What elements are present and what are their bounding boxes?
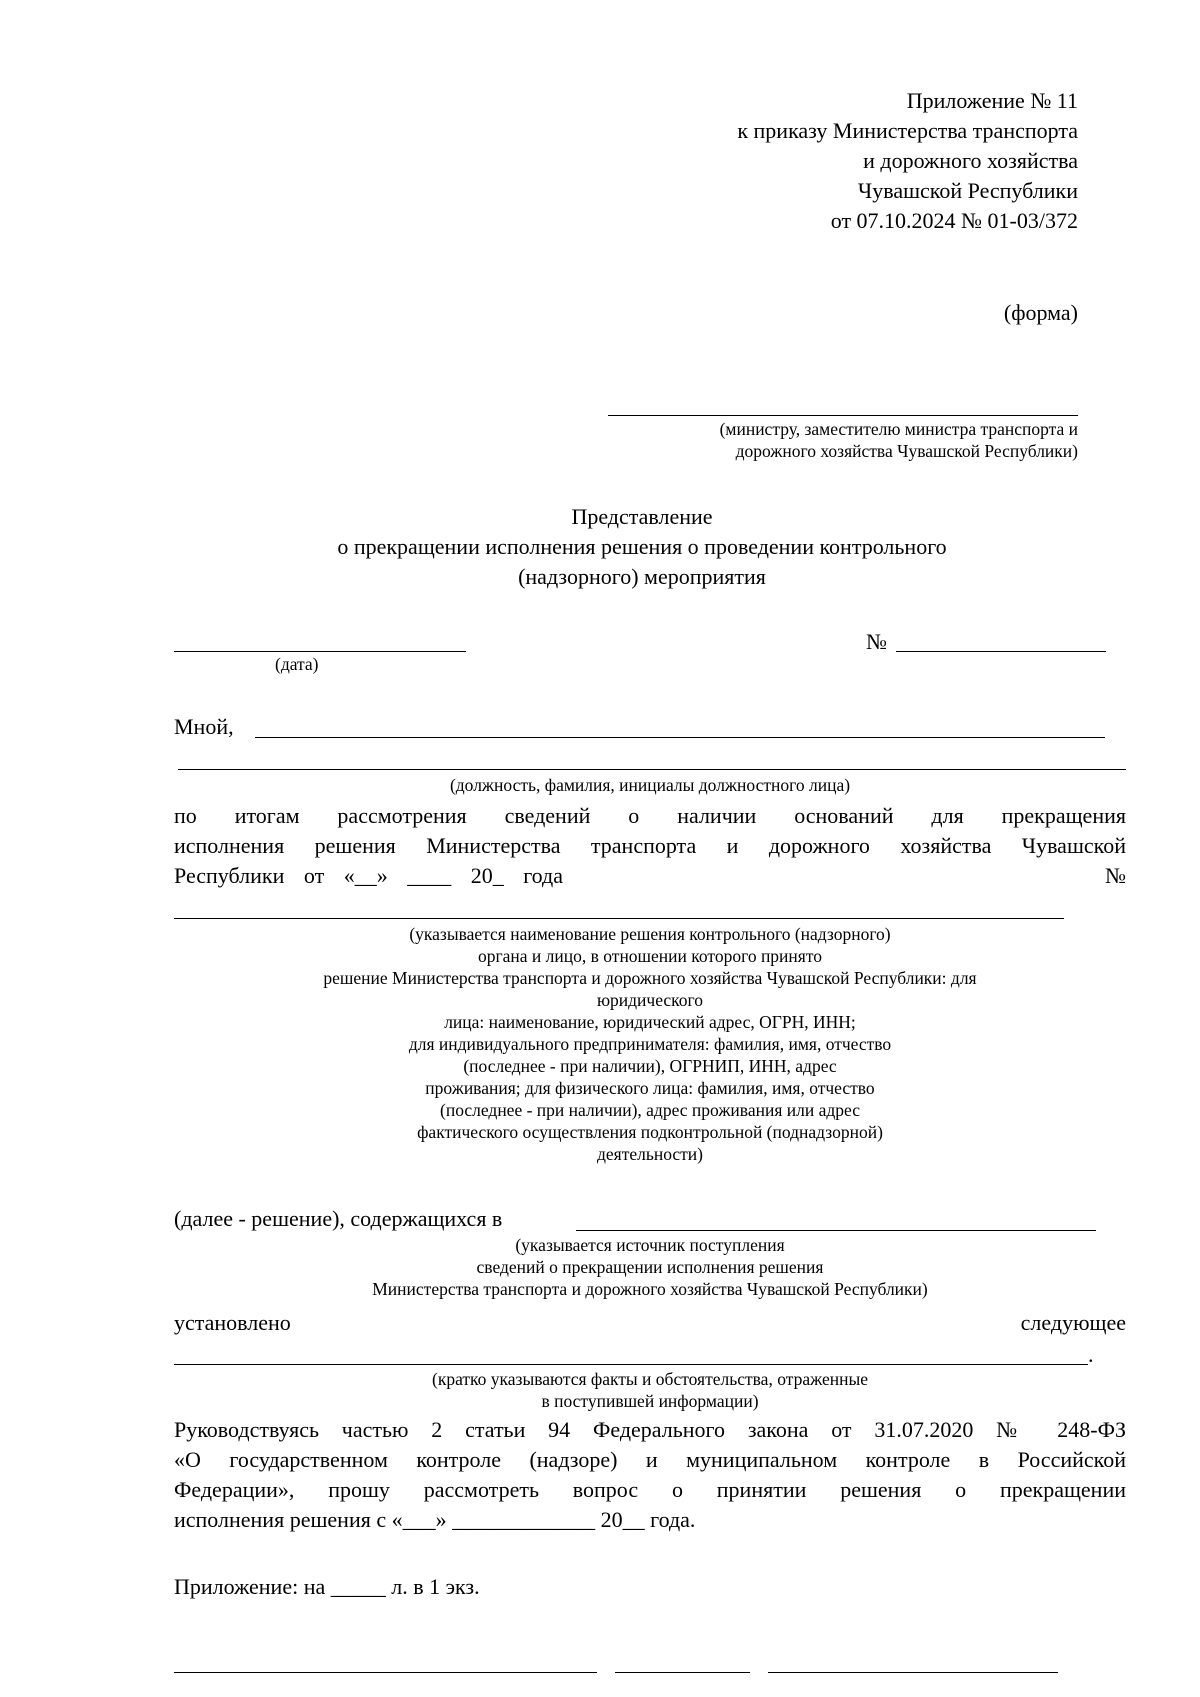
facts-caption-line: (кратко указываются факты и обстоятельства, отраженные bbox=[432, 1369, 868, 1389]
addressee-caption-line1: (министру, заместителю министра транспорта и bbox=[719, 419, 1078, 439]
decision-field-line bbox=[174, 918, 1064, 919]
body1-line3 bbox=[174, 861, 1126, 891]
decision-caption-line: (последнее - при наличии), ОГРНИП, ИНН, адрес bbox=[463, 1056, 837, 1076]
facts-caption bbox=[174, 1368, 1126, 1412]
decision-caption-line: решение Министерства транспорта и дорожного хозяйства Чувашской Республики: для bbox=[323, 968, 977, 988]
decision-number-sign: № bbox=[1105, 863, 1126, 888]
form-label: (форма) bbox=[1003, 300, 1078, 325]
source-caption bbox=[174, 1234, 1126, 1300]
document-title bbox=[172, 502, 1112, 592]
official-caption: (должность, фамилия, инициалы должностного лица) bbox=[449, 775, 851, 795]
facts-caption-line: в поступившей информации) bbox=[541, 1391, 759, 1411]
decision-caption-line: (указывается наименование решения контрольного (надзорного) bbox=[409, 924, 891, 944]
facts-dot: . bbox=[1088, 1342, 1094, 1367]
date-caption: (дата) bbox=[275, 654, 319, 674]
addressee-caption bbox=[518, 418, 1078, 462]
decision-caption-line: (последнее - при наличии), адрес проживания или адрес bbox=[440, 1100, 860, 1120]
attachment-line: Приложение: на _____ л. в 1 экз. bbox=[174, 1574, 480, 1599]
decision-caption-line: деятельности) bbox=[596, 1144, 703, 1164]
addressee-caption-line2: дорожного хозяйства Чувашской Республики) bbox=[735, 441, 1078, 461]
title-line2: о прекращении исполнения решения о проведении контрольного bbox=[337, 534, 947, 559]
addressee-line bbox=[608, 415, 1078, 416]
number-field-line bbox=[896, 651, 1106, 652]
body2-line3: Федерации», прошу рассмотреть вопрос о принятии решения о прекращении bbox=[174, 1477, 1126, 1502]
official-field-line-2 bbox=[178, 769, 1126, 770]
established-label: установлено bbox=[174, 1310, 291, 1335]
decision-caption-line: фактического осуществления подконтрольной (поднадзорной) bbox=[417, 1122, 883, 1142]
decision-caption-line: лица: наименование, юридический адрес, ОГРН, ИНН; bbox=[444, 1012, 856, 1032]
official-field-line bbox=[255, 737, 1105, 738]
appendix-number: Приложение № 11 bbox=[906, 88, 1078, 113]
following-label: следующее bbox=[1020, 1310, 1126, 1335]
decision-caption bbox=[174, 923, 1126, 1165]
source-field-line bbox=[576, 1230, 1096, 1231]
body2-line1: Руководствуясь частью 2 статьи 94 Федерального закона от 31.07.2020 № 248-ФЗ bbox=[174, 1417, 1126, 1442]
title-line1: Представление bbox=[571, 504, 713, 529]
body-paragraph-2 bbox=[174, 1415, 1126, 1535]
appendix-republic-line: Чувашской Республики bbox=[857, 178, 1078, 203]
body-paragraph-1 bbox=[174, 801, 1126, 891]
signature-position-line bbox=[174, 1672, 597, 1673]
title-line3: (надзорного) мероприятия bbox=[518, 564, 766, 589]
body2-line4: исполнения решения с «___» _____________ 20__ года. bbox=[174, 1507, 696, 1532]
body1-line2: исполнения решения Министерства транспорта и дорожного хозяйства Чувашской bbox=[174, 833, 1126, 858]
source-caption-line: Министерства транспорта и дорожного хозяйства Чувашской Республики) bbox=[372, 1279, 928, 1299]
source-caption-line: сведений о прекращении исполнения решения bbox=[476, 1257, 824, 1277]
appendix-order-line: к приказу Министерства транспорта bbox=[737, 118, 1078, 143]
number-sign: № bbox=[866, 629, 887, 654]
date-field-line bbox=[174, 651, 466, 652]
facts-field-line bbox=[174, 1364, 1088, 1365]
appendix-date-line: от 07.10.2024 № 01-03/372 bbox=[830, 208, 1078, 233]
appendix-ministry-line: и дорожного хозяйства bbox=[863, 148, 1078, 173]
source-caption-line: (указывается источник поступления bbox=[515, 1235, 785, 1255]
official-prefix: Мной, bbox=[174, 714, 234, 739]
signature-name-line bbox=[768, 1672, 1058, 1673]
source-prefix: (далее - решение), содержащихся в bbox=[174, 1206, 503, 1231]
decision-caption-line: органа и лицо, в отношении которого принято bbox=[477, 946, 823, 966]
decision-caption-line: проживания; для физического лица: фамилия, имя, отчество bbox=[425, 1078, 875, 1098]
decision-date-text: Республики от «__» ____ 20_ года bbox=[174, 863, 563, 888]
decision-caption-line: юридического bbox=[596, 990, 704, 1010]
body2-line2: «О государственном контроле (надзоре) и муниципальном контроле в Российской bbox=[174, 1447, 1126, 1472]
decision-caption-line: для индивидуального предпринимателя: фамилия, имя, отчество bbox=[408, 1034, 892, 1054]
appendix-header bbox=[478, 86, 1078, 236]
signature-line bbox=[615, 1672, 750, 1673]
body1-line1: по итогам рассмотрения сведений о наличии оснований для прекращения bbox=[174, 803, 1126, 828]
